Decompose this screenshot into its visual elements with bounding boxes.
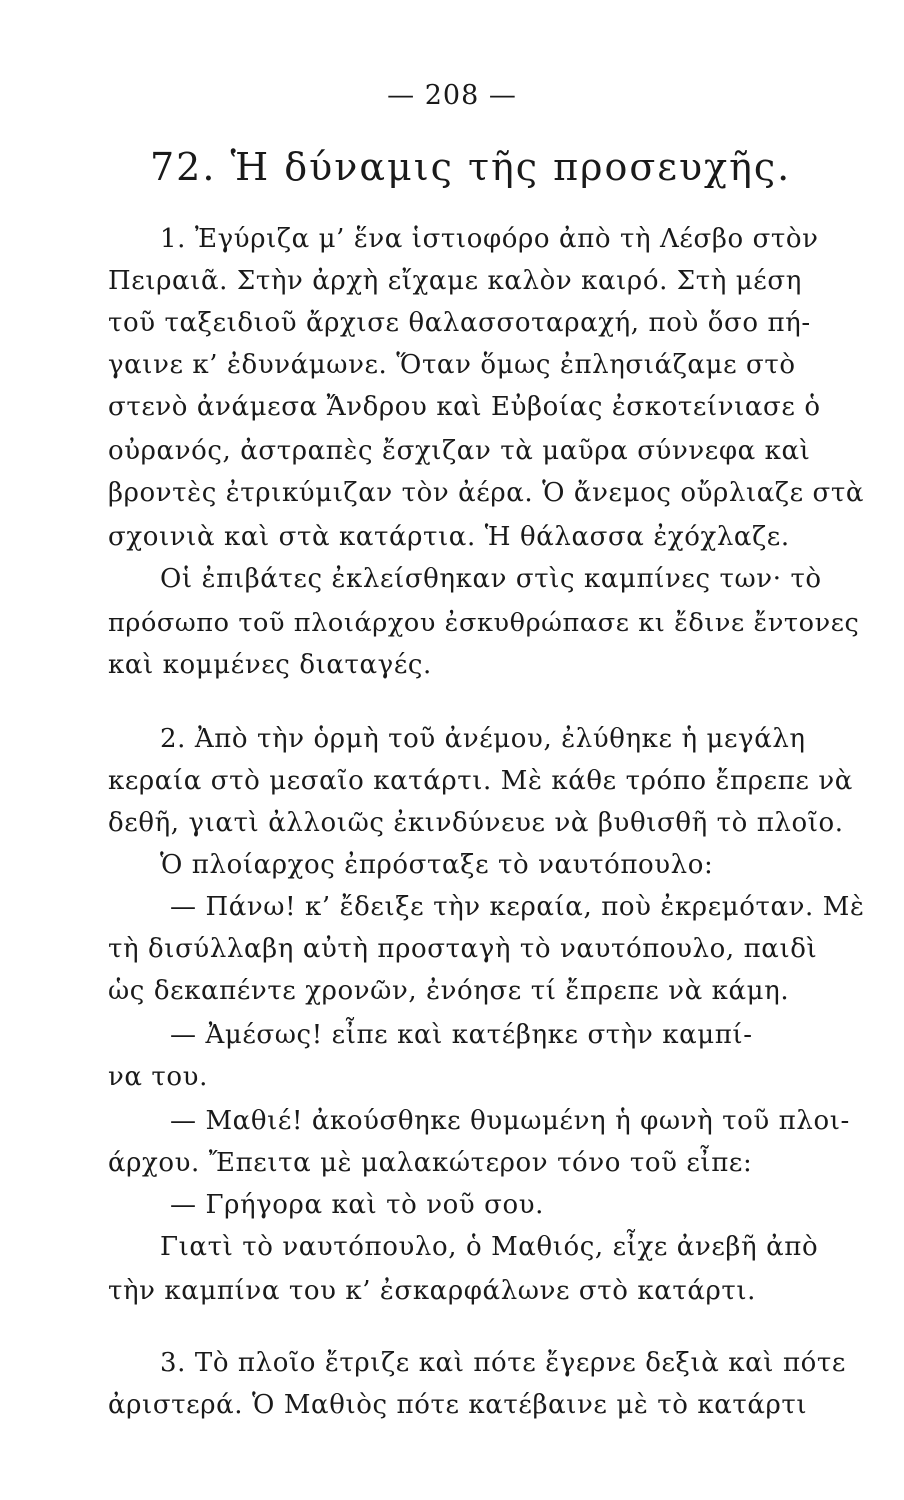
text-line: — Πάνω! κ’ ἔδειξε τὴν κεραία, ποὺ ἐκρεμόταν. Μὲ [170, 892, 865, 922]
text-line: — Μαθιέ! ἀκούσθηκε θυμωμένη ἡ φωνὴ τοῦ πλοι- [170, 1106, 850, 1136]
text-line: — Γρήγορα καὶ τὸ νοῦ σου. [170, 1190, 545, 1220]
text-line: 1. Ἐγύριζα μ’ ἕνα ἱστιοφόρο ἀπὸ τὴ Λέσβο στὸν [160, 224, 819, 254]
text-line: τοῦ ταξειδιοῦ ἄρχισε θαλασσοταραχή, ποὺ ὅσο πή- [108, 308, 811, 338]
text-line: καὶ κομμένες διαταγές. [108, 650, 432, 680]
text-line: πρόσωπο τοῦ πλοιάρχου ἐσκυθρώπασε κι ἔδινε ἔντονες [108, 608, 860, 638]
page-number: — 208 — [387, 80, 517, 111]
text-line: Οἱ ἐπιβάτες ἐκλείσθηκαν στὶς καμπίνες των· τὸ [160, 564, 822, 594]
text-line: Πειραιᾶ. Στὴν ἀρχὴ εἴχαμε καλὸν καιρό. Στὴ μέση [108, 266, 802, 296]
text-line: σχοινιὰ καὶ στὰ κατάρτια. Ἡ θάλασσα ἐχόχλαζε. [108, 522, 790, 552]
text-line: τὴ δισύλλαβη αὐτὴ προσταγὴ τὸ ναυτόπουλο, παιδὶ [108, 934, 818, 964]
text-line: ἀριστερά. Ὁ Μαθιὸς πότε κατέβαινε μὲ τὸ κατάρτι [108, 1390, 808, 1420]
text-line: — Ἀμέσως! εἶπε καὶ κατέβηκε στὴν καμπί- [170, 1020, 753, 1050]
text-line: βροντὲς ἐτρικύμιζαν τὸν ἀέρα. Ὁ ἄνεμος οὔρλιαζε στὰ [108, 478, 865, 508]
text-line: να του. [108, 1062, 208, 1092]
text-line: στενὸ ἀνάμεσα Ἄνδρου καὶ Εὐβοίας ἐσκοτείνιασε ὁ [108, 392, 821, 422]
chapter-title: 72. Ἡ δύναμις τῆς προσευχῆς. [150, 145, 792, 189]
text-line: κεραία στὸ μεσαῖο κατάρτι. Μὲ κάθε τρόπο ἔπρεπε νὰ [108, 766, 853, 796]
text-line: τὴν καμπίνα του κ’ ἐσκαρφάλωνε στὸ κατάρτι. [108, 1276, 757, 1306]
text-line: 2. Ἀπὸ τὴν ὁρμὴ τοῦ ἀνέμου, ἐλύθηκε ἡ μεγάλη [160, 724, 806, 754]
text-line: οὐρανός, ἀστραπὲς ἔσχιζαν τὰ μαῦρα σύννεφα καὶ [108, 436, 811, 466]
text-line: Γιατὶ τὸ ναυτόπουλο, ὁ Μαθιός, εἶχε ἀνεβῆ ἀπὸ [160, 1232, 819, 1262]
text-line: Ὁ πλοίαρχος ἐπρόσταξε τὸ ναυτόπουλο: [160, 850, 714, 880]
text-line: 3. Τὸ πλοῖο ἔτριζε καὶ πότε ἔγερνε δεξιὰ καὶ πότε [160, 1348, 846, 1378]
text-line: δεθῆ, γιατὶ ἀλλοιῶς ἐκινδύνευε νὰ βυθισθῆ τὸ πλοῖο. [108, 808, 844, 838]
text-line: ὡς δεκαπέντε χρονῶν, ἐνόησε τί ἔπρεπε νὰ κάμη. [108, 976, 790, 1006]
text-line: γαινε κ’ ἐδυνάμωνε. Ὅταν ὅμως ἐπλησιάζαμε στὸ [108, 350, 796, 380]
text-line: άρχου. Ἔπειτα μὲ μαλακώτερον τόνο τοῦ εἶπε: [108, 1148, 753, 1178]
